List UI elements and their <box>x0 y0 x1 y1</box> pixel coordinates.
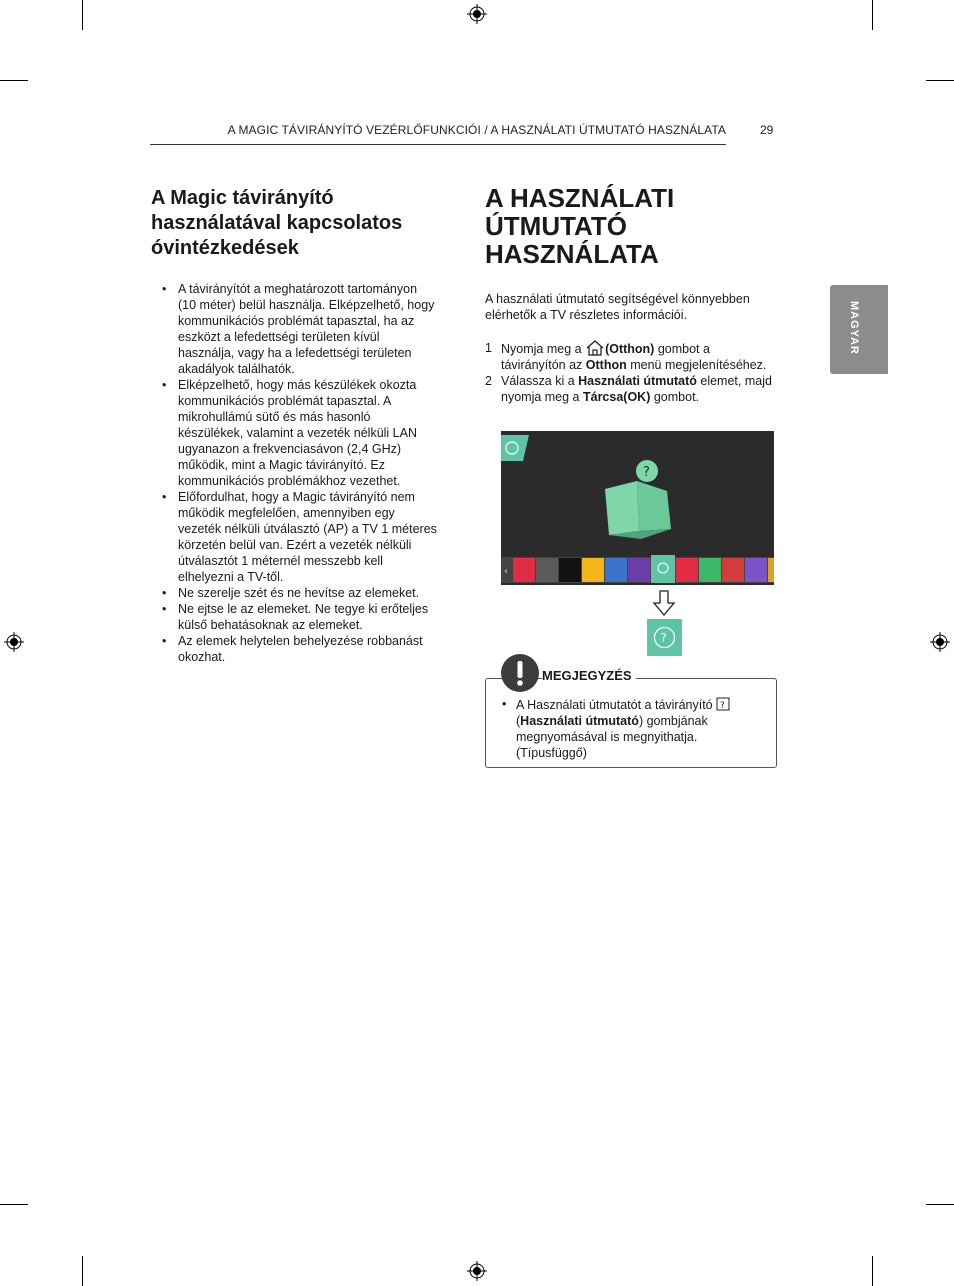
steps-list <box>485 340 775 405</box>
step-text-bold: Tárcsa(OK) <box>582 390 651 404</box>
registration-mark-icon <box>4 632 24 652</box>
crop-mark <box>872 0 873 30</box>
language-tab-label: MAGYAR <box>848 301 860 355</box>
svg-text:‹: ‹ <box>504 566 508 577</box>
registration-mark-icon <box>930 632 950 652</box>
running-header: A MAGIC TÁVIRÁNYÍTÓ VEZÉRLŐFUNKCIÓI / A HASZNÁLATI ÚTMUTATÓ HASZNÁLATA <box>227 123 726 137</box>
arrow-down-icon <box>652 590 676 616</box>
svg-text:?: ? <box>660 631 667 645</box>
list-item: • Ne ejtse le az elemeket. Ne tegye ki erőteljes külső behatásoknak az elemeket. <box>162 601 437 633</box>
svg-text:?: ? <box>643 465 650 480</box>
section-heading-precautions: A Magic távirányító használatával kapcsolatos óvintézkedések <box>151 187 403 259</box>
user-guide-button-icon <box>716 697 730 711</box>
list-item: • Ne szerelje szét és ne hevítse az elemeket. <box>162 585 437 601</box>
crop-mark <box>82 0 83 30</box>
crop-mark <box>872 1256 873 1286</box>
note-bullet: • <box>502 697 507 711</box>
step-text-bold: Otthon <box>585 358 627 372</box>
registration-mark-icon <box>467 4 487 24</box>
precautions-list <box>162 281 437 665</box>
crop-mark <box>82 1256 83 1286</box>
intro-paragraph: A használati útmutató segítségével könnyebben elérhetők a TV részletes információi. <box>485 292 750 322</box>
user-guide-help-icon <box>647 619 682 656</box>
step-text: gombot a távirányítón az <box>501 342 710 372</box>
language-tab <box>830 285 888 374</box>
step-number: 1 <box>485 341 492 355</box>
list-item: • Előfordulhat, hogy a Magic távirányító nem működik megfelelően, amennyiben egy vezeték nélküli útválasztó (AP) a TV 1 méteres körzetén belül van. Ezért a vezeték nélküli útválasztót 1 méternél messzebb kell elhelyezni a TV-től. <box>162 489 437 585</box>
crop-mark <box>926 80 954 81</box>
list-item: • Elképzelhető, hogy más készülékek okozta kommunikációs problémát tapasztal. A mikrohullámú sütő és más hasonló készülékek, valamint a vezeték nélküli LAN ugyanazon a frekvenciasávon (2,4 GHz) működik, mint a Magic távirányító. Ez kommunikációs problémákhoz vezethet. <box>162 377 437 489</box>
step-text: Nyomja meg a <box>501 342 586 356</box>
step-2 <box>485 373 775 405</box>
step-text: menü megjelenítéséhez. <box>626 358 767 372</box>
header-divider <box>150 144 726 145</box>
crop-mark <box>926 1204 954 1205</box>
exclamation-icon <box>501 654 539 692</box>
note-text-part: ) gombjának megnyomásával is megnyithatja. (Típusfüggő) <box>516 714 708 760</box>
step-text: Válassza ki a <box>501 374 579 388</box>
section-heading-user-guide: A HASZNÁLATI ÚTMUTATÓ HASZNÁLATA <box>485 183 675 269</box>
note-text-part: A Használati útmutatót a távirányító <box>516 698 717 712</box>
step-text-bold: Használati útmutató <box>578 374 697 388</box>
registration-mark-icon <box>467 1261 487 1281</box>
list-item: • Az elemek helytelen behelyezése robbanást okozhat. <box>162 633 437 665</box>
tv-home-screen-graphic <box>501 431 774 585</box>
step-text-bold: (Otthon) <box>605 342 655 356</box>
step-text: gombot. <box>650 390 700 404</box>
step-text: elemet, majd nyomja meg a <box>501 374 772 404</box>
tv-home-screen-illustration <box>501 431 774 585</box>
svg-text:?: ? <box>720 701 725 711</box>
crop-mark <box>0 80 28 81</box>
crop-mark <box>0 1204 28 1205</box>
step-1 <box>485 340 775 373</box>
list-item: • A távirányítót a meghatározott tartományon (10 méter) belül használja. Elképzelhető, hogy kommunikációs problémát tapasztal, ha az eszközt a lefedettségi területen kívül használja, vagy ha a lefedettségi területen akadályok találhatók. <box>162 281 437 377</box>
note-text-bold: Használati útmutató <box>520 714 639 728</box>
note-title: MEGJEGYZÉS <box>542 668 636 683</box>
note-text-part: ( <box>516 714 521 728</box>
home-icon <box>585 340 605 356</box>
question-circle-icon <box>647 619 682 656</box>
step-number: 2 <box>485 374 492 388</box>
note-text <box>516 697 756 761</box>
page-number: 29 <box>760 123 774 137</box>
